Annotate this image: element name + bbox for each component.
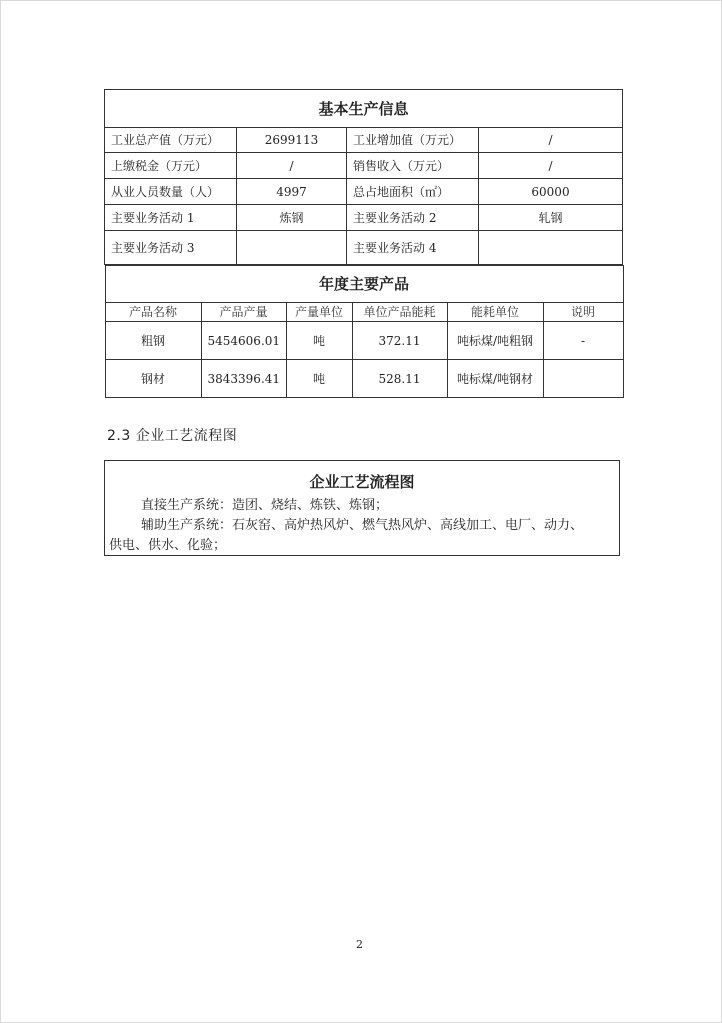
table-title-row (105, 266, 623, 303)
label-cell: 销售收入（万元） (347, 153, 479, 179)
column-header: 单位产品能耗 (352, 303, 447, 322)
value-cell: 轧钢 (479, 205, 623, 231)
table-row (105, 231, 623, 265)
output-unit-cell: 吨 (286, 360, 352, 398)
auxiliary-production-line: 辅助生产系统：石灰窑、高炉热风炉、燃气热风炉、高线加工、电厂、动力、 (141, 518, 584, 533)
value-cell: 炼钢 (237, 205, 347, 231)
product-output-cell: 3843396.41 (201, 360, 286, 398)
label-cell: 工业总产值（万元） (105, 128, 237, 153)
section-heading: 2.3 企业工艺流程图 (107, 428, 238, 444)
table-row (105, 360, 623, 398)
energy-unit-cell: 吨标煤/吨钢材 (447, 360, 543, 398)
column-header: 能耗单位 (447, 303, 543, 322)
label-cell: 主要业务活动 2 (347, 205, 479, 231)
table-row (105, 322, 623, 360)
direct-production-line: 直接生产系统：造团、烧结、炼铁、炼钢； (141, 498, 389, 513)
table-row (105, 205, 623, 231)
value-cell: / (479, 153, 623, 179)
product-name-cell: 钢材 (105, 360, 201, 398)
unit-energy-cell: 372.11 (352, 322, 447, 360)
product-output-cell: 5454606.01 (201, 322, 286, 360)
column-header: 产量单位 (286, 303, 352, 322)
basic-info-title: 基本生产信息 (105, 90, 623, 128)
energy-unit-cell: 吨标煤/吨粗钢 (447, 322, 543, 360)
basic-production-info-table (104, 89, 623, 398)
value-cell: 2699113 (237, 128, 347, 153)
value-cell (237, 231, 347, 265)
value-cell: / (479, 128, 623, 153)
annual-products-title: 年度主要产品 (105, 266, 623, 303)
table-title-row (105, 90, 623, 128)
label-cell: 主要业务活动 1 (105, 205, 237, 231)
page-number: 2 (356, 938, 363, 951)
column-header: 产品名称 (105, 303, 201, 322)
label-cell: 从业人员数量（人） (105, 179, 237, 205)
label-cell: 工业增加值（万元） (347, 128, 479, 153)
table-row (105, 153, 623, 179)
output-unit-cell: 吨 (286, 322, 352, 360)
value-cell: 60000 (479, 179, 623, 205)
unit-energy-cell: 528.11 (352, 360, 447, 398)
note-cell: - (543, 322, 623, 360)
value-cell: / (237, 153, 347, 179)
auxiliary-production-continued: 供电、供水、化验； (109, 538, 227, 553)
label-cell: 主要业务活动 4 (347, 231, 479, 265)
process-flow-title: 企业工艺流程图 (309, 473, 415, 491)
product-name-cell: 粗钢 (105, 322, 201, 360)
column-header: 说明 (543, 303, 623, 322)
process-flow-box (104, 460, 620, 556)
table-row (105, 128, 623, 153)
column-header: 产品产量 (201, 303, 286, 322)
table-header-row (105, 303, 623, 322)
annual-products-table (105, 265, 624, 398)
label-cell: 总占地面积（㎡） (347, 179, 479, 205)
value-cell (479, 231, 623, 265)
label-cell: 上缴税金（万元） (105, 153, 237, 179)
note-cell (543, 360, 623, 398)
label-cell: 主要业务活动 3 (105, 231, 237, 265)
value-cell: 4997 (237, 179, 347, 205)
table-row (105, 179, 623, 205)
